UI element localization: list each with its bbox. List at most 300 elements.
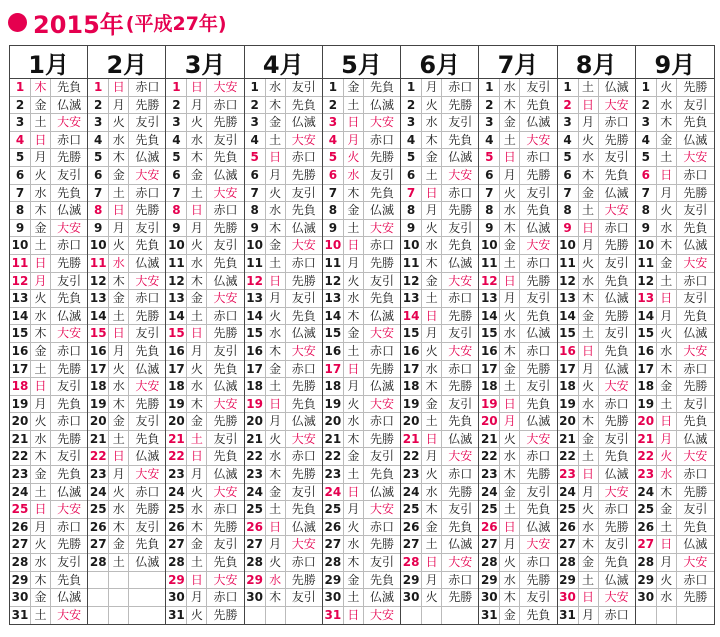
day-row <box>636 413 714 431</box>
day-number: 13 <box>166 290 187 307</box>
rokuyo: 先負 <box>369 291 394 306</box>
rokuyo: 赤口 <box>526 150 551 165</box>
title-year: 2015年 <box>33 10 124 39</box>
rokuyo: 友引 <box>448 396 473 411</box>
day-number: 27 <box>166 536 187 553</box>
weekday: 日 <box>500 273 520 290</box>
weekday: 日 <box>187 572 207 589</box>
day-row <box>558 343 635 361</box>
weekday: 金 <box>500 484 520 501</box>
day-row <box>558 536 635 554</box>
rokuyo: 赤口 <box>683 273 708 288</box>
day-number: 25 <box>401 501 422 518</box>
weekday: 木 <box>31 79 51 96</box>
day-number: 10 <box>401 237 422 254</box>
weekday: 日 <box>657 290 677 307</box>
month-header: 1月 <box>10 46 87 79</box>
day-row <box>558 149 635 167</box>
day-row <box>636 79 714 97</box>
weekday: 日 <box>266 273 286 290</box>
day-number: 7 <box>323 185 344 202</box>
day-number: 4 <box>166 132 187 149</box>
day-row <box>245 554 322 572</box>
day-number: 26 <box>636 519 657 536</box>
rokuyo: 仏滅 <box>57 308 82 323</box>
day-row <box>166 167 243 185</box>
day-row <box>10 536 87 554</box>
weekday: 月 <box>31 273 51 290</box>
day-number: 13 <box>401 290 422 307</box>
weekday: 金 <box>422 519 442 536</box>
weekday: 木 <box>579 536 599 553</box>
weekday: 金 <box>344 448 364 465</box>
rokuyo: 赤口 <box>526 255 551 270</box>
rokuyo: 先負 <box>604 555 629 570</box>
weekday <box>266 607 286 625</box>
weekday: 月 <box>344 378 364 395</box>
weekday: 木 <box>344 554 364 571</box>
day-number: 8 <box>479 202 500 219</box>
day-number: 24 <box>479 484 500 501</box>
rokuyo: 友引 <box>57 449 82 464</box>
day-row <box>323 325 400 343</box>
day-number: 30 <box>323 589 344 606</box>
rokuyo: 仏滅 <box>683 238 708 253</box>
day-number: 25 <box>88 501 109 518</box>
rokuyo: 友引 <box>369 555 394 570</box>
day-number: 30 <box>245 589 266 606</box>
day-row <box>166 431 243 449</box>
day-number: 6 <box>166 167 187 184</box>
rokuyo: 友引 <box>683 97 708 112</box>
weekday: 火 <box>187 114 207 131</box>
weekday: 金 <box>579 185 599 202</box>
day-number: 31 <box>558 607 579 625</box>
day-row <box>166 149 243 167</box>
day-number: 9 <box>636 220 657 237</box>
day-row <box>10 114 87 132</box>
day-row <box>323 554 400 572</box>
day-number: 7 <box>166 185 187 202</box>
day-number: 19 <box>166 396 187 413</box>
weekday: 日 <box>579 343 599 360</box>
day-number: 3 <box>558 114 579 131</box>
weekday: 火 <box>31 167 51 184</box>
day-number: 22 <box>88 448 109 465</box>
day-row <box>10 484 87 502</box>
day-number: 28 <box>401 554 422 571</box>
day-number: 28 <box>245 554 266 571</box>
weekday: 木 <box>31 325 51 342</box>
day-row <box>88 325 165 343</box>
rokuyo: 先勝 <box>683 379 708 394</box>
day-row <box>245 273 322 291</box>
rokuyo: 友引 <box>448 220 473 235</box>
weekday: 木 <box>187 396 207 413</box>
weekday: 土 <box>31 237 51 254</box>
rokuyo: 友引 <box>291 590 316 605</box>
day-row <box>479 519 556 537</box>
day-row <box>479 361 556 379</box>
weekday: 金 <box>266 361 286 378</box>
day-number: 3 <box>88 114 109 131</box>
rokuyo: 仏滅 <box>135 361 160 376</box>
day-number: 25 <box>479 501 500 518</box>
rokuyo: 先勝 <box>57 150 82 165</box>
weekday: 火 <box>344 519 364 536</box>
day-row <box>10 361 87 379</box>
rokuyo: 友引 <box>526 590 551 605</box>
rokuyo: 先勝 <box>291 273 316 288</box>
day-number: 4 <box>88 132 109 149</box>
weekday: 日 <box>344 361 364 378</box>
day-number: 1 <box>166 79 187 96</box>
rokuyo: 先勝 <box>604 132 629 147</box>
day-number: 8 <box>323 202 344 219</box>
day-number: 24 <box>88 484 109 501</box>
rokuyo: 先勝 <box>683 590 708 605</box>
rokuyo: 大安 <box>683 150 708 165</box>
day-row <box>166 114 243 132</box>
rokuyo: 大安 <box>291 238 316 253</box>
day-number <box>245 607 266 625</box>
rokuyo: 赤口 <box>57 414 82 429</box>
day-number: 15 <box>10 325 31 342</box>
day-row <box>323 466 400 484</box>
day-row <box>479 220 556 238</box>
rokuyo: 友引 <box>291 484 316 499</box>
day-row <box>245 114 322 132</box>
rokuyo: 先負 <box>213 449 238 464</box>
day-number: 9 <box>401 220 422 237</box>
day-number: 18 <box>479 378 500 395</box>
rokuyo: 友引 <box>604 537 629 552</box>
rokuyo: 仏滅 <box>604 185 629 200</box>
day-number: 16 <box>636 343 657 360</box>
day-row <box>401 448 478 466</box>
rokuyo: 先負 <box>604 449 629 464</box>
rokuyo: 大安 <box>213 291 238 306</box>
day-row <box>245 501 322 519</box>
weekday: 火 <box>579 255 599 272</box>
rokuyo: 大安 <box>448 449 473 464</box>
rokuyo: 先勝 <box>448 203 473 218</box>
weekday: 木 <box>500 97 520 114</box>
weekday: 土 <box>422 413 442 430</box>
weekday: 火 <box>422 466 442 483</box>
day-row <box>636 308 714 326</box>
day-row <box>636 554 714 572</box>
day-row <box>479 378 556 396</box>
rokuyo: 大安 <box>683 343 708 358</box>
weekday: 日 <box>31 255 51 272</box>
day-number: 21 <box>88 431 109 448</box>
day-number: 30 <box>10 589 31 606</box>
day-number: 31 <box>323 607 344 625</box>
rokuyo: 先勝 <box>213 607 238 622</box>
weekday <box>422 607 442 625</box>
day-number: 18 <box>245 378 266 395</box>
weekday: 月 <box>422 572 442 589</box>
day-row <box>558 431 635 449</box>
weekday: 水 <box>344 290 364 307</box>
day-row <box>558 220 635 238</box>
rokuyo: 赤口 <box>369 132 394 147</box>
day-row <box>558 413 635 431</box>
rokuyo: 仏滅 <box>604 80 629 94</box>
rokuyo: 赤口 <box>604 502 629 517</box>
weekday: 木 <box>109 519 129 536</box>
day-number: 21 <box>558 431 579 448</box>
day-number: 5 <box>558 149 579 166</box>
weekday: 日 <box>109 202 129 219</box>
rokuyo: 先勝 <box>683 80 708 94</box>
rokuyo: 大安 <box>526 431 551 446</box>
rokuyo: 大安 <box>135 467 160 482</box>
weekday: 金 <box>344 79 364 96</box>
day-row <box>401 114 478 132</box>
weekday: 月 <box>500 536 520 553</box>
day-row <box>636 114 714 132</box>
day-row <box>10 325 87 343</box>
rokuyo: 大安 <box>213 80 238 94</box>
day-row <box>166 255 243 273</box>
rokuyo: 先負 <box>135 537 160 552</box>
weekday: 火 <box>109 237 129 254</box>
day-number: 21 <box>166 431 187 448</box>
day-row <box>636 501 714 519</box>
day-number: 8 <box>88 202 109 219</box>
day-row <box>558 325 635 343</box>
weekday: 金 <box>579 431 599 448</box>
rokuyo: 仏滅 <box>369 379 394 394</box>
rokuyo: 先勝 <box>448 590 473 605</box>
day-number: 1 <box>323 79 344 96</box>
day-number: 28 <box>636 554 657 571</box>
day-number: 14 <box>245 308 266 325</box>
weekday: 金 <box>579 308 599 325</box>
day-row <box>636 431 714 449</box>
day-row <box>10 501 87 519</box>
day-number: 18 <box>401 378 422 395</box>
weekday: 水 <box>422 361 442 378</box>
day-row <box>10 343 87 361</box>
day-row <box>636 589 714 607</box>
day-row <box>88 431 165 449</box>
day-number: 23 <box>323 466 344 483</box>
rokuyo: 大安 <box>526 238 551 253</box>
rokuyo: 友引 <box>526 484 551 499</box>
rokuyo: 赤口 <box>213 502 238 517</box>
day-number: 12 <box>636 273 657 290</box>
day-row <box>323 149 400 167</box>
rokuyo: 先勝 <box>135 203 160 218</box>
day-row <box>558 466 635 484</box>
day-row <box>323 202 400 220</box>
day-number: 21 <box>10 431 31 448</box>
weekday: 日 <box>657 413 677 430</box>
day-row <box>401 343 478 361</box>
day-row <box>10 220 87 238</box>
weekday: 木 <box>344 431 364 448</box>
day-number: 2 <box>323 97 344 114</box>
weekday: 火 <box>500 431 520 448</box>
weekday: 日 <box>187 79 207 96</box>
weekday: 金 <box>500 361 520 378</box>
day-row <box>88 519 165 537</box>
day-row <box>479 273 556 291</box>
day-number: 11 <box>245 255 266 272</box>
weekday: 土 <box>344 220 364 237</box>
day-row <box>323 79 400 97</box>
rokuyo: 先負 <box>526 502 551 517</box>
rokuyo: 先負 <box>135 132 160 147</box>
day-number: 23 <box>558 466 579 483</box>
day-number: 5 <box>636 149 657 166</box>
day-row <box>88 484 165 502</box>
day-row <box>479 185 556 203</box>
rokuyo: 大安 <box>291 132 316 147</box>
day-number: 6 <box>10 167 31 184</box>
rokuyo: 先勝 <box>291 572 316 587</box>
day-number: 1 <box>558 79 579 96</box>
rokuyo: 大安 <box>683 255 708 270</box>
weekday: 月 <box>344 255 364 272</box>
weekday: 土 <box>187 185 207 202</box>
day-row <box>636 378 714 396</box>
day-row <box>323 536 400 554</box>
day-row <box>245 97 322 115</box>
day-row <box>401 237 478 255</box>
day-row <box>558 79 635 97</box>
day-row <box>401 536 478 554</box>
rokuyo: 先負 <box>291 97 316 112</box>
day-row <box>10 202 87 220</box>
day-number: 27 <box>245 536 266 553</box>
day-number: 20 <box>245 413 266 430</box>
rokuyo: 先負 <box>135 238 160 253</box>
day-row <box>245 536 322 554</box>
day-number: 1 <box>245 79 266 96</box>
day-number: 13 <box>10 290 31 307</box>
day-number: 10 <box>166 237 187 254</box>
rokuyo: 先勝 <box>526 167 551 182</box>
rokuyo <box>442 607 478 625</box>
day-number: 29 <box>166 572 187 589</box>
day-row <box>401 589 478 607</box>
day-row <box>401 572 478 590</box>
day-number: 4 <box>401 132 422 149</box>
weekday: 木 <box>187 149 207 166</box>
weekday: 月 <box>187 220 207 237</box>
weekday: 月 <box>109 97 129 114</box>
day-row <box>479 290 556 308</box>
day-row <box>558 484 635 502</box>
weekday: 火 <box>344 149 364 166</box>
rokuyo: 赤口 <box>369 414 394 429</box>
weekday: 月 <box>422 325 442 342</box>
rokuyo: 先負 <box>57 467 82 482</box>
weekday: 土 <box>31 361 51 378</box>
rokuyo: 仏滅 <box>526 519 551 534</box>
weekday: 金 <box>187 536 207 553</box>
day-row <box>88 396 165 414</box>
month-header: 3月 <box>166 46 243 79</box>
weekday: 木 <box>187 519 207 536</box>
rokuyo: 大安 <box>604 590 629 605</box>
day-row <box>245 167 322 185</box>
day-number: 25 <box>636 501 657 518</box>
day-number: 3 <box>245 114 266 131</box>
rokuyo: 赤口 <box>526 555 551 570</box>
day-row <box>558 114 635 132</box>
day-row <box>166 79 243 97</box>
weekday: 土 <box>344 466 364 483</box>
rokuyo: 先勝 <box>369 537 394 552</box>
day-row <box>479 607 556 625</box>
weekday: 木 <box>579 290 599 307</box>
day-row <box>88 413 165 431</box>
rokuyo: 先負 <box>213 361 238 376</box>
day-row <box>88 308 165 326</box>
month-header: 8月 <box>558 46 635 79</box>
day-number: 9 <box>479 220 500 237</box>
rokuyo: 先負 <box>291 203 316 218</box>
weekday: 金 <box>266 237 286 254</box>
day-number: 24 <box>636 484 657 501</box>
month-column <box>636 46 714 624</box>
rokuyo: 先負 <box>526 97 551 112</box>
weekday: 日 <box>579 97 599 114</box>
day-number: 5 <box>479 149 500 166</box>
day-row <box>401 361 478 379</box>
rokuyo: 友引 <box>683 203 708 218</box>
day-number: 24 <box>10 484 31 501</box>
day-number: 11 <box>558 255 579 272</box>
day-row <box>636 325 714 343</box>
day-number: 30 <box>558 589 579 606</box>
day-row <box>166 308 243 326</box>
day-row <box>323 448 400 466</box>
weekday: 日 <box>31 378 51 395</box>
weekday: 木 <box>31 202 51 219</box>
weekday: 金 <box>422 396 442 413</box>
weekday: 金 <box>187 167 207 184</box>
month-column <box>88 46 166 624</box>
day-row <box>245 149 322 167</box>
day-row <box>401 202 478 220</box>
weekday: 水 <box>579 519 599 536</box>
rokuyo: 先勝 <box>57 431 82 446</box>
day-number: 4 <box>479 132 500 149</box>
day-number: 15 <box>636 325 657 342</box>
day-row <box>323 378 400 396</box>
day-row <box>479 484 556 502</box>
weekday: 水 <box>187 132 207 149</box>
weekday: 日 <box>266 149 286 166</box>
weekday: 土 <box>657 396 677 413</box>
day-number: 17 <box>558 361 579 378</box>
rokuyo: 大安 <box>369 607 394 622</box>
weekday: 金 <box>109 536 129 553</box>
weekday: 月 <box>422 202 442 219</box>
day-number: 21 <box>401 431 422 448</box>
day-number: 4 <box>323 132 344 149</box>
day-number: 26 <box>558 519 579 536</box>
weekday: 月 <box>579 607 599 625</box>
day-number: 7 <box>479 185 500 202</box>
day-number: 19 <box>245 396 266 413</box>
